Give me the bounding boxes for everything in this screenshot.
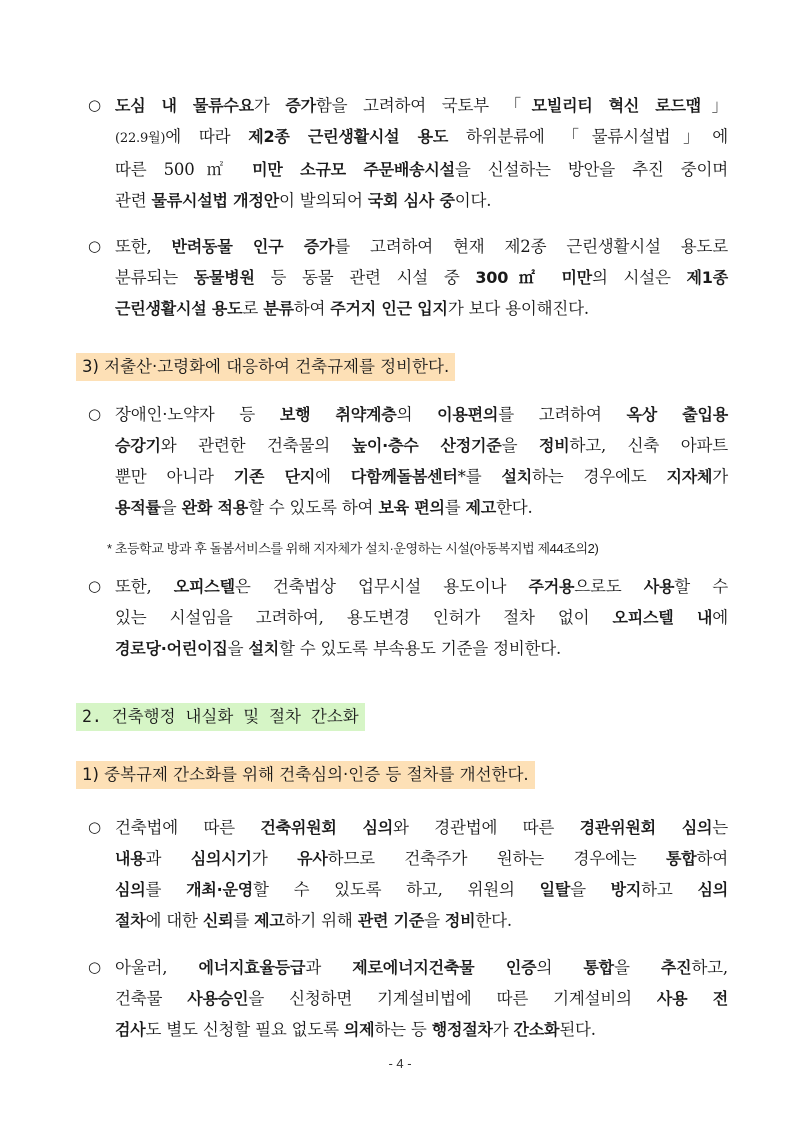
body-text: 하여 <box>696 849 728 868</box>
emphasis-text: 주거지 인근 입지 <box>330 299 448 318</box>
emphasis-text: 의제 <box>343 1020 375 1039</box>
emphasis-text: 에너지효율등급 <box>198 958 306 977</box>
emphasis-text: 완화 적용 <box>181 498 248 517</box>
emphasis-text: 근린생활시설 용도 <box>115 299 243 318</box>
emphasis-text: 심의 <box>115 880 146 899</box>
emphasis-text: 보행 취약계층 <box>279 405 397 424</box>
emphasis-text: 사용 <box>643 577 675 596</box>
emphasis-text: 제2종 근린생활시설 용도 <box>248 127 449 146</box>
body-text: 를 <box>444 498 466 517</box>
body-text: 를 <box>145 880 187 899</box>
body-text: 하는 등 <box>374 1020 432 1039</box>
paragraph-line <box>115 154 728 185</box>
body-text: 따른 500㎡ <box>115 160 253 179</box>
body-text: 과 <box>305 958 353 977</box>
emphasis-text: 용적률 <box>115 498 161 517</box>
body-text: 를 고려하여 현재 제2종 근린생활시설 용도로 <box>334 237 728 256</box>
body-text: *를 <box>457 467 502 486</box>
emphasis-text: 심의시기 <box>190 849 252 868</box>
bullet-mark: ○ <box>88 237 101 255</box>
emphasis-text: 건축위원회 심의 <box>260 818 394 837</box>
bullet-officetel <box>88 571 728 664</box>
body-text: 와 관련한 건축물의 <box>160 436 352 455</box>
emphasis-text: 정비 <box>538 436 570 455</box>
body-text: 하위분류에 「물류시설법」에 <box>448 127 728 146</box>
body-text: 하고, 신축 아파트 <box>569 436 729 455</box>
body-text: 을 <box>160 498 182 517</box>
body-text: 의 <box>396 405 438 424</box>
body-text: 이다. <box>454 191 492 210</box>
emphasis-text: 심의 <box>697 880 728 899</box>
emphasis-text: 정비 <box>444 911 476 930</box>
body-text: 있는 시설임을 고려하여, 용도변경 인허가 절차 없이 <box>115 608 613 627</box>
paragraph-line <box>115 430 728 461</box>
emphasis-text: 제고 <box>465 498 497 517</box>
paragraph-line <box>115 121 728 154</box>
emphasis-text: 물류시설법 개정안 <box>151 191 279 210</box>
emphasis-text: 도심 내 물류수요 <box>115 96 254 115</box>
body-text: 하기 위해 <box>284 911 358 930</box>
body-text: 하고 <box>641 880 698 899</box>
body-text: 분류되는 <box>115 268 194 287</box>
body-text: 을 <box>570 880 611 899</box>
emphasis-text: 검사 <box>115 1020 146 1039</box>
bullet-mark: ○ <box>88 96 101 114</box>
body-text: 가 <box>492 1020 514 1039</box>
emphasis-text: 경관위원회 심의 <box>579 818 713 837</box>
body-text: 을 <box>613 958 661 977</box>
emphasis-text: 이용편의 <box>437 405 499 424</box>
bullet-mark: ○ <box>88 577 101 595</box>
body-text: 을 신청하면 기계설비법에 따른 기계설비의 <box>248 989 657 1008</box>
emphasis-text: 사용승인 <box>187 989 249 1008</box>
paragraph-line <box>115 1014 728 1045</box>
emphasis-text: 미만 소규모 주문배송시설 <box>252 160 455 179</box>
body-text: 가 보다 용이해진다. <box>447 299 589 318</box>
bullet-mark: ○ <box>88 818 101 836</box>
subheading-low-birth: 3) 저출산·고령화에 대응하여 건축규제를 정비한다. <box>76 353 455 381</box>
body-text: 할 수 있도록 하고, 위원의 <box>253 880 540 899</box>
bullet-accessibility <box>88 399 728 523</box>
body-text: 을 <box>227 639 249 658</box>
body-text: 할 수 있도록 부속용도 기준을 정비한다. <box>278 639 562 658</box>
body-text: 의 <box>536 958 584 977</box>
emphasis-text: 국회 심사 중 <box>367 191 455 210</box>
paragraph-line <box>115 262 728 293</box>
subheading-duplicate-regulation: 1) 중복규제 간소화를 위해 건축심의·인증 등 절차를 개선한다. <box>76 761 535 789</box>
body-text: 의 시설은 <box>592 268 687 287</box>
body-text: (22.9월) <box>115 131 166 146</box>
emphasis-text: 300㎡ 미만 <box>475 268 593 287</box>
paragraph-line <box>115 843 728 874</box>
emphasis-text: 승강기 <box>115 436 161 455</box>
emphasis-text: 반려동물 인구 증가 <box>171 237 335 256</box>
emphasis-text: 추진 <box>660 958 692 977</box>
body-text: 에 <box>712 608 728 627</box>
paragraph-line <box>115 461 728 492</box>
emphasis-text: 설치 <box>501 467 532 486</box>
paragraph-line <box>115 983 728 1014</box>
emphasis-text: 오피스텔 내 <box>612 608 713 627</box>
body-text: 한다. <box>475 911 512 930</box>
body-text: 할 수 <box>674 577 729 596</box>
body-text: 을 <box>501 436 539 455</box>
emphasis-text: 지자체 <box>666 467 713 486</box>
bullet-committee <box>88 812 728 936</box>
body-text: 하므로 건축주가 원하는 경우에는 <box>327 849 666 868</box>
body-text: 관련 <box>115 191 152 210</box>
body-text: 한다. <box>496 498 533 517</box>
bullet-energy <box>88 952 728 1045</box>
body-text: 는 <box>712 818 728 837</box>
bullet-mark: ○ <box>88 405 101 423</box>
body-text: 를 고려하여 <box>498 405 627 424</box>
body-text: 이 발의되어 <box>278 191 368 210</box>
paragraph-line <box>115 812 728 843</box>
body-text: 에 대한 <box>145 911 203 930</box>
emphasis-text: 설치 <box>248 639 279 658</box>
body-text: 함을 고려하여 국토부 「 <box>315 96 532 115</box>
bullet-logistics <box>88 90 728 216</box>
emphasis-text: 내용 <box>115 849 146 868</box>
emphasis-text: 제로에너지건축물 인증 <box>352 958 537 977</box>
footnote-care-center: * 초등학교 방과 후 돌봄서비스를 위해 지자체가 설치·운영하는 시설(아동복지법 제44조의2) <box>107 541 599 556</box>
paragraph-line <box>115 952 728 983</box>
emphasis-text: 일탈 <box>539 880 571 899</box>
emphasis-text: 분류 <box>263 299 294 318</box>
emphasis-text: 유사 <box>297 849 328 868</box>
emphasis-text: 보육 편의 <box>378 498 445 517</box>
emphasis-text: 경로당·어린이집 <box>115 639 228 658</box>
body-text: 하는 경우에도 <box>532 467 667 486</box>
paragraph-line <box>115 90 728 121</box>
body-text: 로 <box>242 299 264 318</box>
emphasis-text: 제고 <box>254 911 285 930</box>
body-text: 할 수 있도록 하여 <box>247 498 379 517</box>
body-text: 아울러, <box>115 958 199 977</box>
paragraph-line <box>115 571 728 602</box>
body-text: 장애인·노약자 등 <box>115 405 280 424</box>
paragraph-line <box>115 633 728 664</box>
body-text: 또한, <box>115 577 174 596</box>
body-text: 에 따라 <box>165 127 249 146</box>
body-text: 은 건축법상 업무시설 용도이나 <box>234 577 529 596</box>
emphasis-text: 높이·층수 산정기준 <box>351 436 502 455</box>
paragraph-line <box>115 492 728 523</box>
body-text: 등 동물 관련 시설 중 <box>254 268 476 287</box>
body-text: 된다. <box>559 1020 596 1039</box>
emphasis-text: 주거용 <box>528 577 575 596</box>
body-text: 가 <box>253 96 286 115</box>
paragraph-line <box>115 293 728 324</box>
emphasis-text: 개최·운영 <box>186 880 253 899</box>
emphasis-text: 제1종 <box>686 268 728 287</box>
emphasis-text: 사용 전 <box>656 989 729 1008</box>
paragraph-line <box>115 185 728 216</box>
paragraph-line <box>115 399 728 430</box>
body-text: 도 별도 신청할 필요 없도록 <box>145 1020 344 1039</box>
paragraph-line <box>115 905 728 936</box>
emphasis-text: 동물병원 <box>193 268 255 287</box>
paragraph-line <box>115 602 728 633</box>
body-text: 를 <box>233 911 255 930</box>
body-text: 건축법에 따른 <box>115 818 261 837</box>
body-text: 와 경관법에 따른 <box>393 818 580 837</box>
emphasis-text: 절차 <box>115 911 146 930</box>
paragraph-line <box>115 231 728 262</box>
body-text: 가 <box>251 849 298 868</box>
page-number: - 4 - <box>388 1056 412 1071</box>
emphasis-text: 증가 <box>285 96 316 115</box>
emphasis-text: 방지 <box>610 880 642 899</box>
body-text: 가 <box>712 467 728 486</box>
paragraph-line <box>115 874 728 905</box>
emphasis-text: 관련 기준 <box>357 911 425 930</box>
body-text: 하고, <box>691 958 728 977</box>
emphasis-text: 통합 <box>583 958 614 977</box>
body-text: 과 <box>145 849 191 868</box>
body-text: 하여 <box>293 299 331 318</box>
emphasis-text: 다함께돌봄센터 <box>350 467 458 486</box>
body-text: 」 <box>701 96 728 115</box>
body-text: 을 <box>424 911 445 930</box>
section-heading-admin: 2. 건축행정 내실화 및 절차 간소화 <box>76 703 365 731</box>
emphasis-text: 모빌리티 혁신 로드맵 <box>531 96 701 115</box>
emphasis-text: 옥상 출입용 <box>626 405 728 424</box>
bullet-pets <box>88 231 728 324</box>
emphasis-text: 간소화 <box>513 1020 560 1039</box>
body-text: 을 신설하는 방안을 추진 중이며 <box>454 160 728 179</box>
emphasis-text: 신뢰 <box>202 911 234 930</box>
emphasis-text: 오피스텔 <box>173 577 235 596</box>
bullet-mark: ○ <box>88 958 101 976</box>
body-text: 으로도 <box>574 577 644 596</box>
body-text: 에 <box>315 467 351 486</box>
body-text: 또한, <box>115 237 172 256</box>
emphasis-text: 기존 단지 <box>233 467 316 486</box>
emphasis-text: 행정절차 <box>431 1020 493 1039</box>
body-text: 뿐만 아니라 <box>115 467 234 486</box>
emphasis-text: 통합 <box>666 849 697 868</box>
body-text: 건축물 <box>115 989 188 1008</box>
